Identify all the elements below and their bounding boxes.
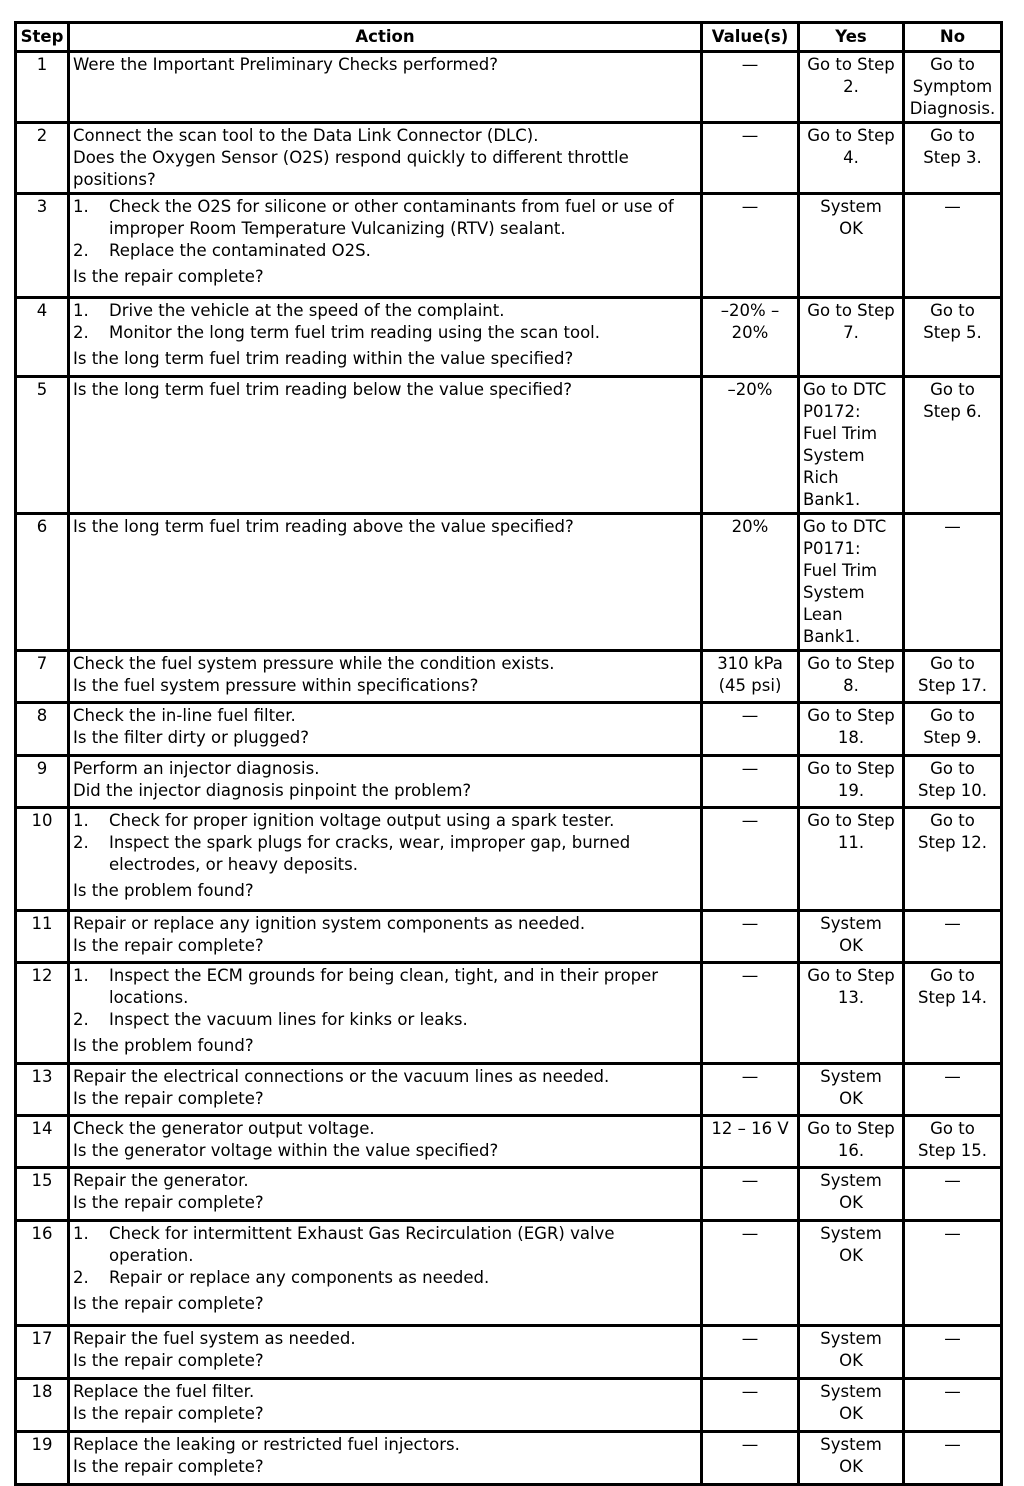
no-cell: Go to Step 5. [904, 298, 1002, 377]
value-cell: — [702, 1432, 799, 1485]
value-cell: 20% [702, 514, 799, 651]
no-cell: — [904, 1064, 1002, 1116]
step-number: 3 [16, 194, 69, 298]
action-text: Repair the electrical connections or the vacuum lines as needed. [73, 1067, 610, 1086]
value-cell: –20% [702, 377, 799, 514]
yes-cell: System OK [799, 1221, 904, 1326]
action-list-item-text: Monitor the long term fuel trim reading using the scan tool. [109, 323, 601, 342]
step-number: 14 [16, 1116, 69, 1168]
no-cell: — [904, 514, 1002, 651]
step-number: 16 [16, 1221, 69, 1326]
value-cell: 310 kPa (45 psi) [702, 651, 799, 703]
action-text: Repair or replace any ignition system components as needed. [73, 914, 586, 933]
action-list-item-text: Inspect the vacuum lines for kinks or leaks. [109, 1010, 468, 1029]
no-cell: Go to Step 6. [904, 377, 1002, 514]
yes-cell: Go to Step 16. [799, 1116, 904, 1168]
action-text: Is the filter dirty or plugged? [73, 728, 309, 747]
action-list-item: 2. Repair or replace any components as needed. [73, 1268, 490, 1287]
value-cell: — [702, 52, 799, 123]
no-cell: Go to Step 3. [904, 123, 1002, 194]
yes-cell: System OK [799, 1064, 904, 1116]
table-row [16, 514, 1002, 651]
yes-cell: Go to Step 4. [799, 123, 904, 194]
action-list-item: 1. Drive the vehicle at the speed of the complaint. [73, 301, 505, 320]
no-cell: Go to Step 15. [904, 1116, 1002, 1168]
step-number: 5 [16, 377, 69, 514]
action-list-item-text: Inspect the spark plugs for cracks, wear, improper gap, burned electrodes, or heavy deposits. [109, 833, 631, 874]
table-row [16, 1064, 1002, 1116]
step-number: 12 [16, 963, 69, 1064]
no-cell: — [904, 1221, 1002, 1326]
action-list-item: 1. Check the O2S for silicone or other contaminants from fuel or use of improper Room Temperature Vulcanizing (RTV) sealant. [73, 197, 674, 238]
action-cell [69, 377, 702, 514]
value-cell: — [702, 963, 799, 1064]
action-text: Check the fuel system pressure while the condition exists. [73, 654, 555, 673]
action-text: Is the repair complete? [73, 1457, 264, 1476]
yes-cell: System OK [799, 1432, 904, 1485]
yes-cell: Go to Step 13. [799, 963, 904, 1064]
no-cell: — [904, 1168, 1002, 1221]
action-cell [69, 52, 702, 123]
action-cell [69, 703, 702, 756]
step-number: 17 [16, 1326, 69, 1379]
yes-cell: Go to Step 7. [799, 298, 904, 377]
table-row [16, 298, 1002, 377]
action-text: Is the generator voltage within the value specified? [73, 1141, 499, 1160]
action-cell [69, 651, 702, 703]
no-cell: — [904, 1326, 1002, 1379]
yes-cell: System OK [799, 1326, 904, 1379]
no-cell: Go to Step 10. [904, 756, 1002, 808]
value-cell: — [702, 1221, 799, 1326]
action-text: Is the repair complete? [73, 1351, 264, 1370]
action-text: Repair the generator. [73, 1171, 249, 1190]
header-step: Step [16, 23, 69, 52]
value-cell: — [702, 911, 799, 963]
action-text: Repair the fuel system as needed. [73, 1329, 356, 1348]
step-number: 13 [16, 1064, 69, 1116]
yes-cell: Go to Step 8. [799, 651, 904, 703]
step-number: 11 [16, 911, 69, 963]
table-row [16, 123, 1002, 194]
action-list-item: 2. Inspect the spark plugs for cracks, wear, improper gap, burned electrodes, or heavy deposits. [73, 833, 631, 874]
action-list-item: 1. Check for intermittent Exhaust Gas Recirculation (EGR) valve operation. [73, 1224, 615, 1265]
table-row [16, 1168, 1002, 1221]
action-list [73, 300, 697, 344]
step-number: 18 [16, 1379, 69, 1432]
no-cell: Go to Step 12. [904, 808, 1002, 911]
no-cell: Go to Step 17. [904, 651, 1002, 703]
header-action: Action [69, 23, 702, 52]
value-cell: — [702, 123, 799, 194]
action-list [73, 196, 697, 262]
action-text: Were the Important Preliminary Checks performed? [73, 55, 498, 74]
no-cell: — [904, 1379, 1002, 1432]
value-cell: — [702, 1326, 799, 1379]
action-text: Did the injector diagnosis pinpoint the problem? [73, 781, 472, 800]
value-cell: — [702, 808, 799, 911]
header-row [16, 23, 1002, 52]
step-number: 8 [16, 703, 69, 756]
no-cell: — [904, 1432, 1002, 1485]
action-question: Is the repair complete? [73, 267, 264, 286]
step-number: 7 [16, 651, 69, 703]
action-text: Is the long term fuel trim reading above the value specified? [73, 517, 574, 536]
action-list-item: 2. Monitor the long term fuel trim reading using the scan tool. [73, 323, 601, 342]
action-text: Replace the fuel filter. [73, 1382, 255, 1401]
yes-cell: Go to Step 18. [799, 703, 904, 756]
yes-cell: Go to DTC P0171: Fuel Trim System Lean Bank1. [799, 514, 904, 651]
action-cell [69, 1432, 702, 1485]
step-number: 19 [16, 1432, 69, 1485]
value-cell: 12 – 16 V [702, 1116, 799, 1168]
step-number: 4 [16, 298, 69, 377]
action-text: Is the repair complete? [73, 1404, 264, 1423]
value-cell: — [702, 1064, 799, 1116]
step-number: 1 [16, 52, 69, 123]
action-list-item-text: Inspect the ECM grounds for being clean, tight, and in their proper locations. [109, 966, 659, 1007]
no-cell: Go to Symptom Diagnosis. [904, 52, 1002, 123]
action-cell [69, 123, 702, 194]
table-row [16, 377, 1002, 514]
table-row [16, 1221, 1002, 1326]
action-list-item-text: Replace the contaminated O2S. [109, 241, 371, 260]
action-cell [69, 298, 702, 377]
action-text: Is the repair complete? [73, 936, 264, 955]
value-cell: –20% – 20% [702, 298, 799, 377]
action-list-item-text: Check for proper ignition voltage output using a spark tester. [109, 811, 615, 830]
step-number: 9 [16, 756, 69, 808]
action-question: Is the long term fuel trim reading within the value specified? [73, 349, 574, 368]
value-cell: — [702, 1379, 799, 1432]
no-cell: — [904, 911, 1002, 963]
action-text: Perform an injector diagnosis. [73, 759, 320, 778]
action-question: Is the problem found? [73, 1036, 254, 1055]
action-text: Is the fuel system pressure within specifications? [73, 676, 479, 695]
action-text: Is the repair complete? [73, 1193, 264, 1212]
action-list-item: 2. Replace the contaminated O2S. [73, 241, 371, 260]
table-row [16, 703, 1002, 756]
action-list-item-text: Repair or replace any components as needed. [109, 1268, 490, 1287]
action-list-item: 2. Inspect the vacuum lines for kinks or leaks. [73, 1010, 468, 1029]
table-row [16, 651, 1002, 703]
table-row [16, 911, 1002, 963]
action-question: Is the problem found? [73, 881, 254, 900]
action-text: Replace the leaking or restricted fuel injectors. [73, 1435, 460, 1454]
action-list-item: 1. Inspect the ECM grounds for being clean, tight, and in their proper locations. [73, 966, 659, 1007]
step-number: 6 [16, 514, 69, 651]
header-no: No [904, 23, 1002, 52]
yes-cell: Go to Step 2. [799, 52, 904, 123]
action-cell [69, 1064, 702, 1116]
yes-cell: Go to Step 11. [799, 808, 904, 911]
action-list [73, 965, 697, 1031]
no-cell: Go to Step 9. [904, 703, 1002, 756]
table-row [16, 963, 1002, 1064]
header-values: Value(s) [702, 23, 799, 52]
action-cell [69, 911, 702, 963]
no-cell: Go to Step 14. [904, 963, 1002, 1064]
action-cell [69, 514, 702, 651]
table-row [16, 1432, 1002, 1485]
action-cell [69, 1326, 702, 1379]
value-cell: — [702, 1168, 799, 1221]
action-cell [69, 194, 702, 298]
yes-cell: System OK [799, 194, 904, 298]
table-row [16, 808, 1002, 911]
action-cell [69, 963, 702, 1064]
yes-cell: System OK [799, 911, 904, 963]
step-number: 2 [16, 123, 69, 194]
yes-cell: Go to DTC P0172: Fuel Trim System Rich Bank1. [799, 377, 904, 514]
action-text: Check the in-line fuel filter. [73, 706, 296, 725]
yes-cell: System OK [799, 1379, 904, 1432]
action-text: Does the Oxygen Sensor (O2S) respond quickly to different throttle positions? [73, 148, 629, 189]
value-cell: — [702, 194, 799, 298]
action-list-item-text: Check for intermittent Exhaust Gas Recirculation (EGR) valve operation. [109, 1224, 615, 1265]
value-cell: — [702, 756, 799, 808]
action-question: Is the repair complete? [73, 1294, 264, 1313]
header-yes: Yes [799, 23, 904, 52]
table-row [16, 1116, 1002, 1168]
table-row [16, 52, 1002, 123]
table-row [16, 194, 1002, 298]
action-list-item: 1. Check for proper ignition voltage output using a spark tester. [73, 811, 615, 830]
action-list [73, 1223, 697, 1289]
step-number: 15 [16, 1168, 69, 1221]
yes-cell: System OK [799, 1168, 904, 1221]
action-cell [69, 756, 702, 808]
no-cell: — [904, 194, 1002, 298]
action-text: Is the long term fuel trim reading below the value specified? [73, 380, 572, 399]
action-cell [69, 1221, 702, 1326]
diagnostic-table [14, 21, 1003, 1486]
action-text: Is the repair complete? [73, 1089, 264, 1108]
table-row [16, 1326, 1002, 1379]
action-list [73, 810, 697, 876]
action-list-item-text: Drive the vehicle at the speed of the complaint. [109, 301, 505, 320]
table-row [16, 756, 1002, 808]
action-list-item-text: Check the O2S for silicone or other contaminants from fuel or use of improper Room Temperature Vulcanizing (RTV) sealant. [109, 197, 674, 238]
action-cell [69, 1116, 702, 1168]
action-text: Connect the scan tool to the Data Link Connector (DLC). [73, 126, 539, 145]
value-cell: — [702, 703, 799, 756]
yes-cell: Go to Step 19. [799, 756, 904, 808]
action-cell [69, 808, 702, 911]
step-number: 10 [16, 808, 69, 911]
action-cell [69, 1168, 702, 1221]
action-text: Check the generator output voltage. [73, 1119, 375, 1138]
